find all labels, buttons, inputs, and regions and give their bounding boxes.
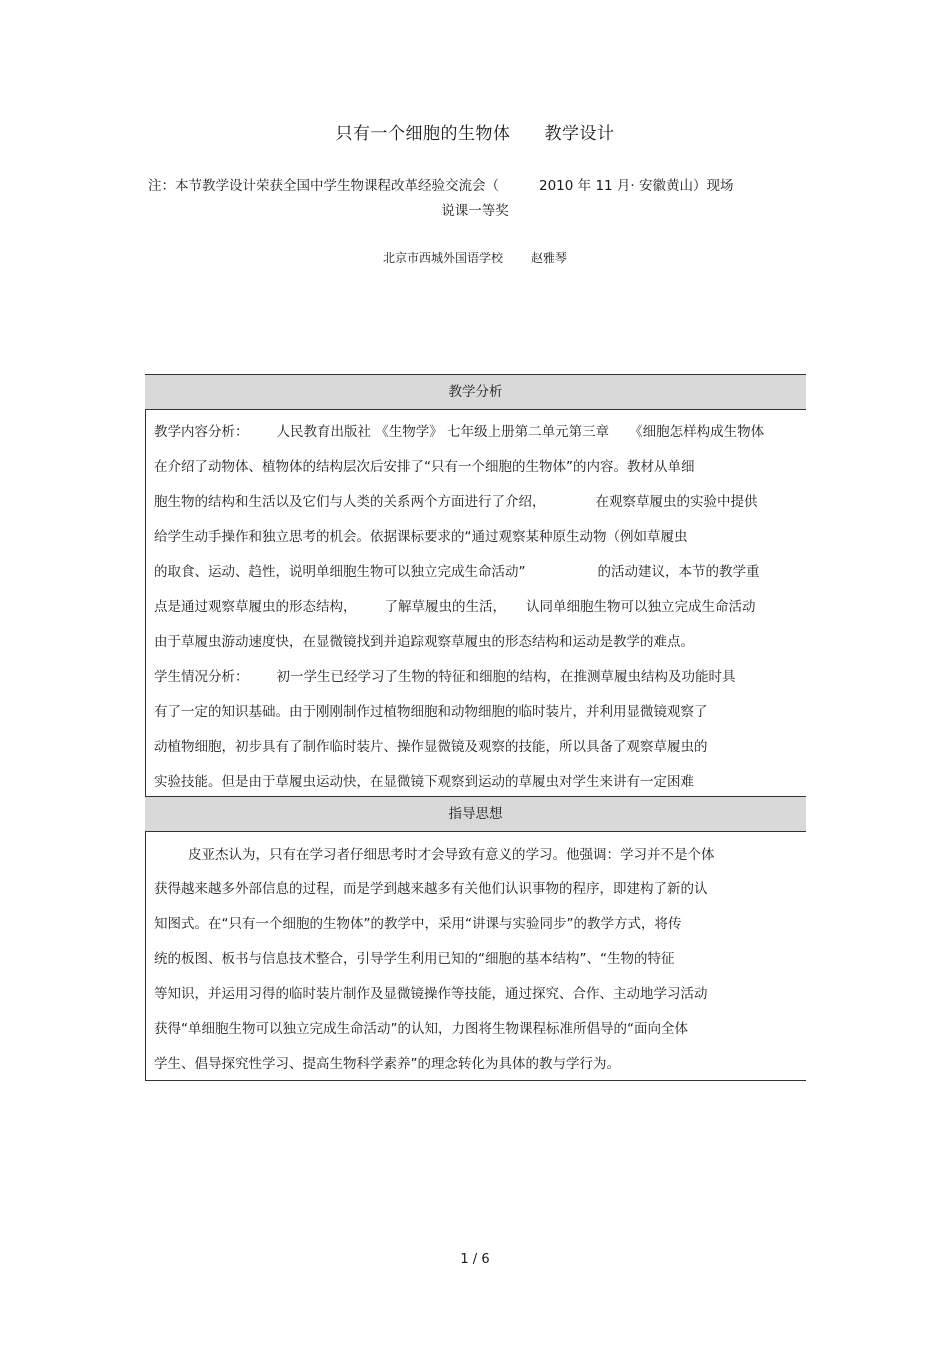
label-content-analysis: 教学内容分析： [154,424,249,440]
line-text: 认同单细胞生物可以独立完成生命活动 [526,599,756,615]
paragraph-line: 在介绍了动物体、植物体的结构层次后安排了“只有一个细胞的生物体”的内容。教材从单细 [154,459,695,475]
author-line [0,249,950,266]
author-school: 北京市西城外国语学校 [382,251,503,265]
title-main: 只有一个细胞的生物体 [335,124,511,144]
line-text: 了解草履虫的生活， [384,599,506,615]
author-name: 赵雅琴 [531,251,568,265]
teaching-analysis-section [145,374,806,796]
paragraph-line: 等知识，并运用习得的临时装片制作及显微镜操作等技能，通过探究、合作、主动地学习活动 [154,986,708,1002]
paragraph-line: 皮亚杰认为，只有在学习者仔细思考时才会导致有意义的学习。他强调：学习并不是个体 [188,847,715,863]
title-suffix: 教学设计 [544,124,615,144]
award-note [148,174,734,194]
section-body [145,832,806,1080]
award-note-line2: 说课一等奖 [441,203,509,219]
section-heading: 指导思想 [145,796,806,832]
paragraph-line: 获得“单细胞生物可以独立完成生命活动”的认知，力图将生物课程标准所倡导的“面向全体 [154,1021,688,1037]
paragraph-line: 获得越来越多外部信息的过程，而是学到越来越多有关他们认识事物的程序，即建构了新的认 [154,881,708,897]
paragraph-line: 动植物细胞，初步具有了制作临时装片、操作显微镜及观察的技能，所以具备了观察草履虫的 [154,739,708,755]
section-heading: 教学分析 [145,374,806,410]
paragraph-line: 给学生动手操作和独立思考的机会。依据课标要求的“通过观察某种原生动物（例如草履虫 [154,529,688,545]
line-text: 的取食、运动、趋性，说明单细胞生物可以独立完成生命活动” [154,564,526,580]
paragraph-line: 学生、倡导探究性学习、提高生物科学素养”的理念转化为具体的教与学行为。 [154,1056,620,1072]
award-note-text: 注：本节教学设计荣获全国中学生物课程改革经验交流会（ [148,178,499,194]
section-body [145,410,806,796]
line-text: 初一学生已经学习了生物的特征和细胞的结构，在推测草履虫结构及功能时具 [276,669,736,685]
label-student-analysis: 学生情况分析： [154,669,249,685]
paragraph-line: 实验技能。但是由于草履虫运动快，在显微镜下观察到运动的草履虫对学生来讲有一定困难 [154,774,694,790]
page-number: 1 / 6 [460,1252,490,1267]
paragraph-line [154,492,758,512]
paragraph-line: 有了一定的知识基础。由于刚刚制作过植物细胞和动物细胞的临时装片，并利用显微镜观察了 [154,704,708,720]
line-text: 《细胞怎样构成生物体 [629,424,765,440]
award-note-date: 2010 年 11 月· 安徽黄山）现场 [539,178,734,194]
paragraph-line [154,422,764,442]
line-text: 点是通过观察草履虫的形态结构， [154,599,357,615]
paragraph-line [154,562,760,582]
paragraph-line: 知图式。在“只有一个细胞的生物体”的教学中，采用“讲课与实验同步”的教学方式，将传 [154,916,682,932]
line-text: 胞生物的结构和生活以及它们与人类的关系两个方面进行了介绍， [154,494,546,510]
page-title [0,119,950,144]
paragraph-line [154,597,756,617]
guiding-ideas-section [145,796,806,1081]
paragraph-line: 由于草履虫游动速度快，在显微镜找到并追踪观察草履虫的形态结构和运动是教学的难点。 [154,634,694,650]
line-text: 人民教育出版社 《生物学》 七年级上册第二单元第三章 [276,424,610,440]
paragraph-line: 统的板图、板书与信息技术整合，引导学生利用已知的“细胞的基本结构”、“生物的特征 [154,951,675,967]
line-text: 的活动建议，本节的教学重 [597,564,760,580]
paragraph-line [154,667,736,687]
line-text: 在观察草履虫的实验中提供 [595,494,758,510]
